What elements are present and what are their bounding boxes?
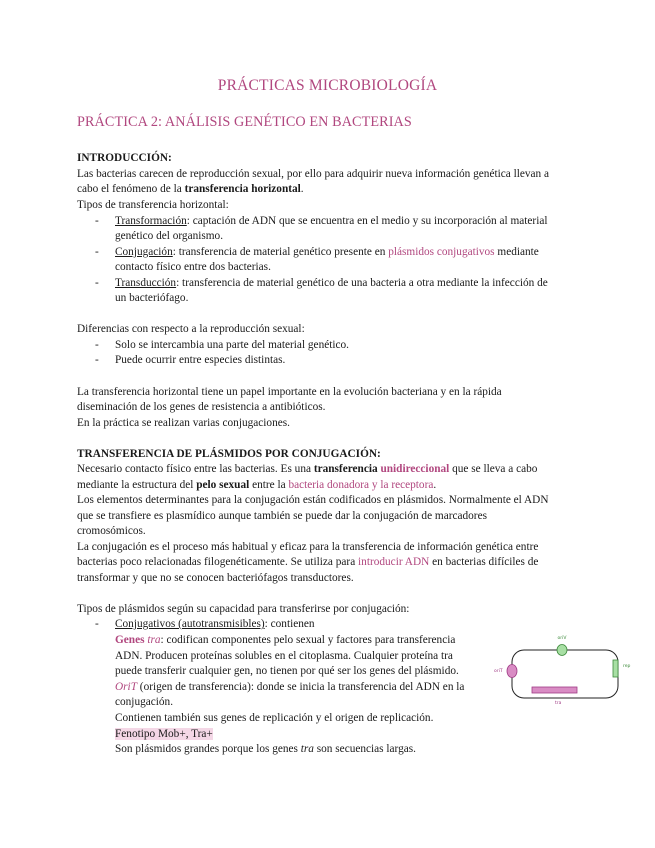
oriT-label: oriT: [494, 669, 503, 674]
type-transformation-cont: genético del organismo.: [115, 230, 224, 242]
evolution-line1: La transferencia horizontal tiene un papel importante en la evolución bacteriana y en la rápida: [77, 386, 502, 398]
conjugation-line1: Necesario contacto físico entre las bacterias. Es una transferencia unidireccional que se lleva a cabo: [77, 463, 538, 475]
intro-heading: INTRODUCCIÓN:: [77, 152, 172, 164]
bullet-dash: -: [95, 618, 99, 630]
plasmid-type-conjugative: Conjugativos (autotransmisibles): contienen: [115, 618, 315, 630]
tra-label: tra: [555, 701, 562, 706]
bullet-dash: -: [95, 215, 99, 227]
replication-genes: Contienen también sus genes de replicación y el origen de replicación.: [115, 712, 434, 724]
orit-line2: conjugación.: [115, 696, 174, 708]
orit-line1: OriT (origen de transferencia): donde se inicia la transferencia del ADN en la: [115, 681, 465, 693]
bullet-dash: -: [95, 339, 99, 351]
phenotype-highlight: Fenotipo Mob+, Tra+: [115, 728, 213, 740]
conjugation-line3: Los elementos determinantes para la conjugación están codificados en plásmidos. Normalmente el ADN: [77, 494, 549, 506]
practice-note: En la práctica se realizan varias conjugaciones.: [77, 417, 290, 429]
intro-paragraph-line1: Las bacterias carecen de reproducción sexual, por ello para adquirir nueva información genética llevan a: [77, 168, 550, 180]
differences-label: Diferencias con respecto a la reproducción sexual:: [77, 323, 305, 335]
conjugation-line5: cromosómicos.: [77, 525, 146, 537]
bullet-dash: -: [95, 246, 99, 258]
rep-marker: [613, 660, 618, 677]
tra-genes-line1: Genes tra: codifican componentes pelo sexual y factores para transferencia: [115, 634, 456, 646]
type-conjugation-cont: contacto físico entre dos bacterias.: [115, 261, 271, 273]
oriT-marker: [507, 665, 517, 678]
plasmid-types-label: Tipos de plásmidos según su capacidad para transferirse por conjugación:: [77, 603, 410, 615]
type-transduction: Transducción: transferencia de material genético de una bacteria a otra mediante la infección de: [115, 277, 548, 289]
conjugation-line7: bacterias poco relacionadas filogenéticamente. Se utiliza para introducir ADN en bacterias difíciles de: [77, 556, 539, 568]
conjugation-heading: TRANSFERENCIA DE PLÁSMIDOS POR CONJUGACIÓN:: [77, 448, 381, 460]
conjugation-line6: La conjugación es el proceso más habitual y eficaz para la transferencia de información genética entre: [77, 541, 539, 553]
tra-genes-line2: ADN. Producen proteínas solubles en el citoplasma. Cualquier proteína tra: [115, 650, 453, 662]
page-title: PRÁCTICAS MICROBIOLOGÍA: [217, 77, 438, 94]
type-transduction-cont: un bacteriófago.: [115, 292, 189, 304]
plasmid-diagram: [490, 630, 640, 710]
type-transformation: Transformación: captación de ADN que se encuentra en el medio y su incorporación al material: [115, 215, 548, 227]
difference-item: Puede ocurrir entre especies distintas.: [115, 354, 286, 366]
tra-marker: [532, 687, 577, 693]
oriV-label: oriV: [557, 636, 567, 641]
intro-paragraph-line2: cabo el fenómeno de la transferencia horizontal.: [77, 183, 304, 195]
tra-genes-line3: puede transferir cualquier gen, no tienen por qué ser los genes del plásmido.: [115, 665, 459, 677]
rep-label: rep: [623, 664, 631, 669]
oriV-marker: [557, 645, 567, 656]
conjugation-line2: mediante la estructura del pelo sexual entre la bacteria donadora y la receptora.: [77, 479, 437, 491]
practice-subtitle: PRÁCTICA 2: ANÁLISIS GENÉTICO EN BACTERIAS: [77, 114, 412, 130]
conjugation-line8: transformar y que no se conocen bacteriófagos transductores.: [77, 572, 354, 584]
conjugation-line4: que se transfiere es plasmídico aunque también se puede dar la conjugación de marcadores: [77, 510, 487, 522]
large-plasmids-note: Son plásmidos grandes porque los genes tra son secuencias largas.: [115, 743, 416, 755]
bullet-dash: -: [95, 354, 99, 366]
type-conjugation: Conjugación: transferencia de material genético presente en plásmidos conjugativos mediante: [115, 246, 539, 258]
transfer-types-label: Tipos de transferencia horizontal:: [77, 199, 229, 211]
difference-item: Solo se intercambia una parte del material genético.: [115, 339, 350, 351]
bullet-dash: -: [95, 277, 99, 289]
evolution-line2: diseminación de los genes de resistencia a antibióticos.: [77, 401, 326, 413]
